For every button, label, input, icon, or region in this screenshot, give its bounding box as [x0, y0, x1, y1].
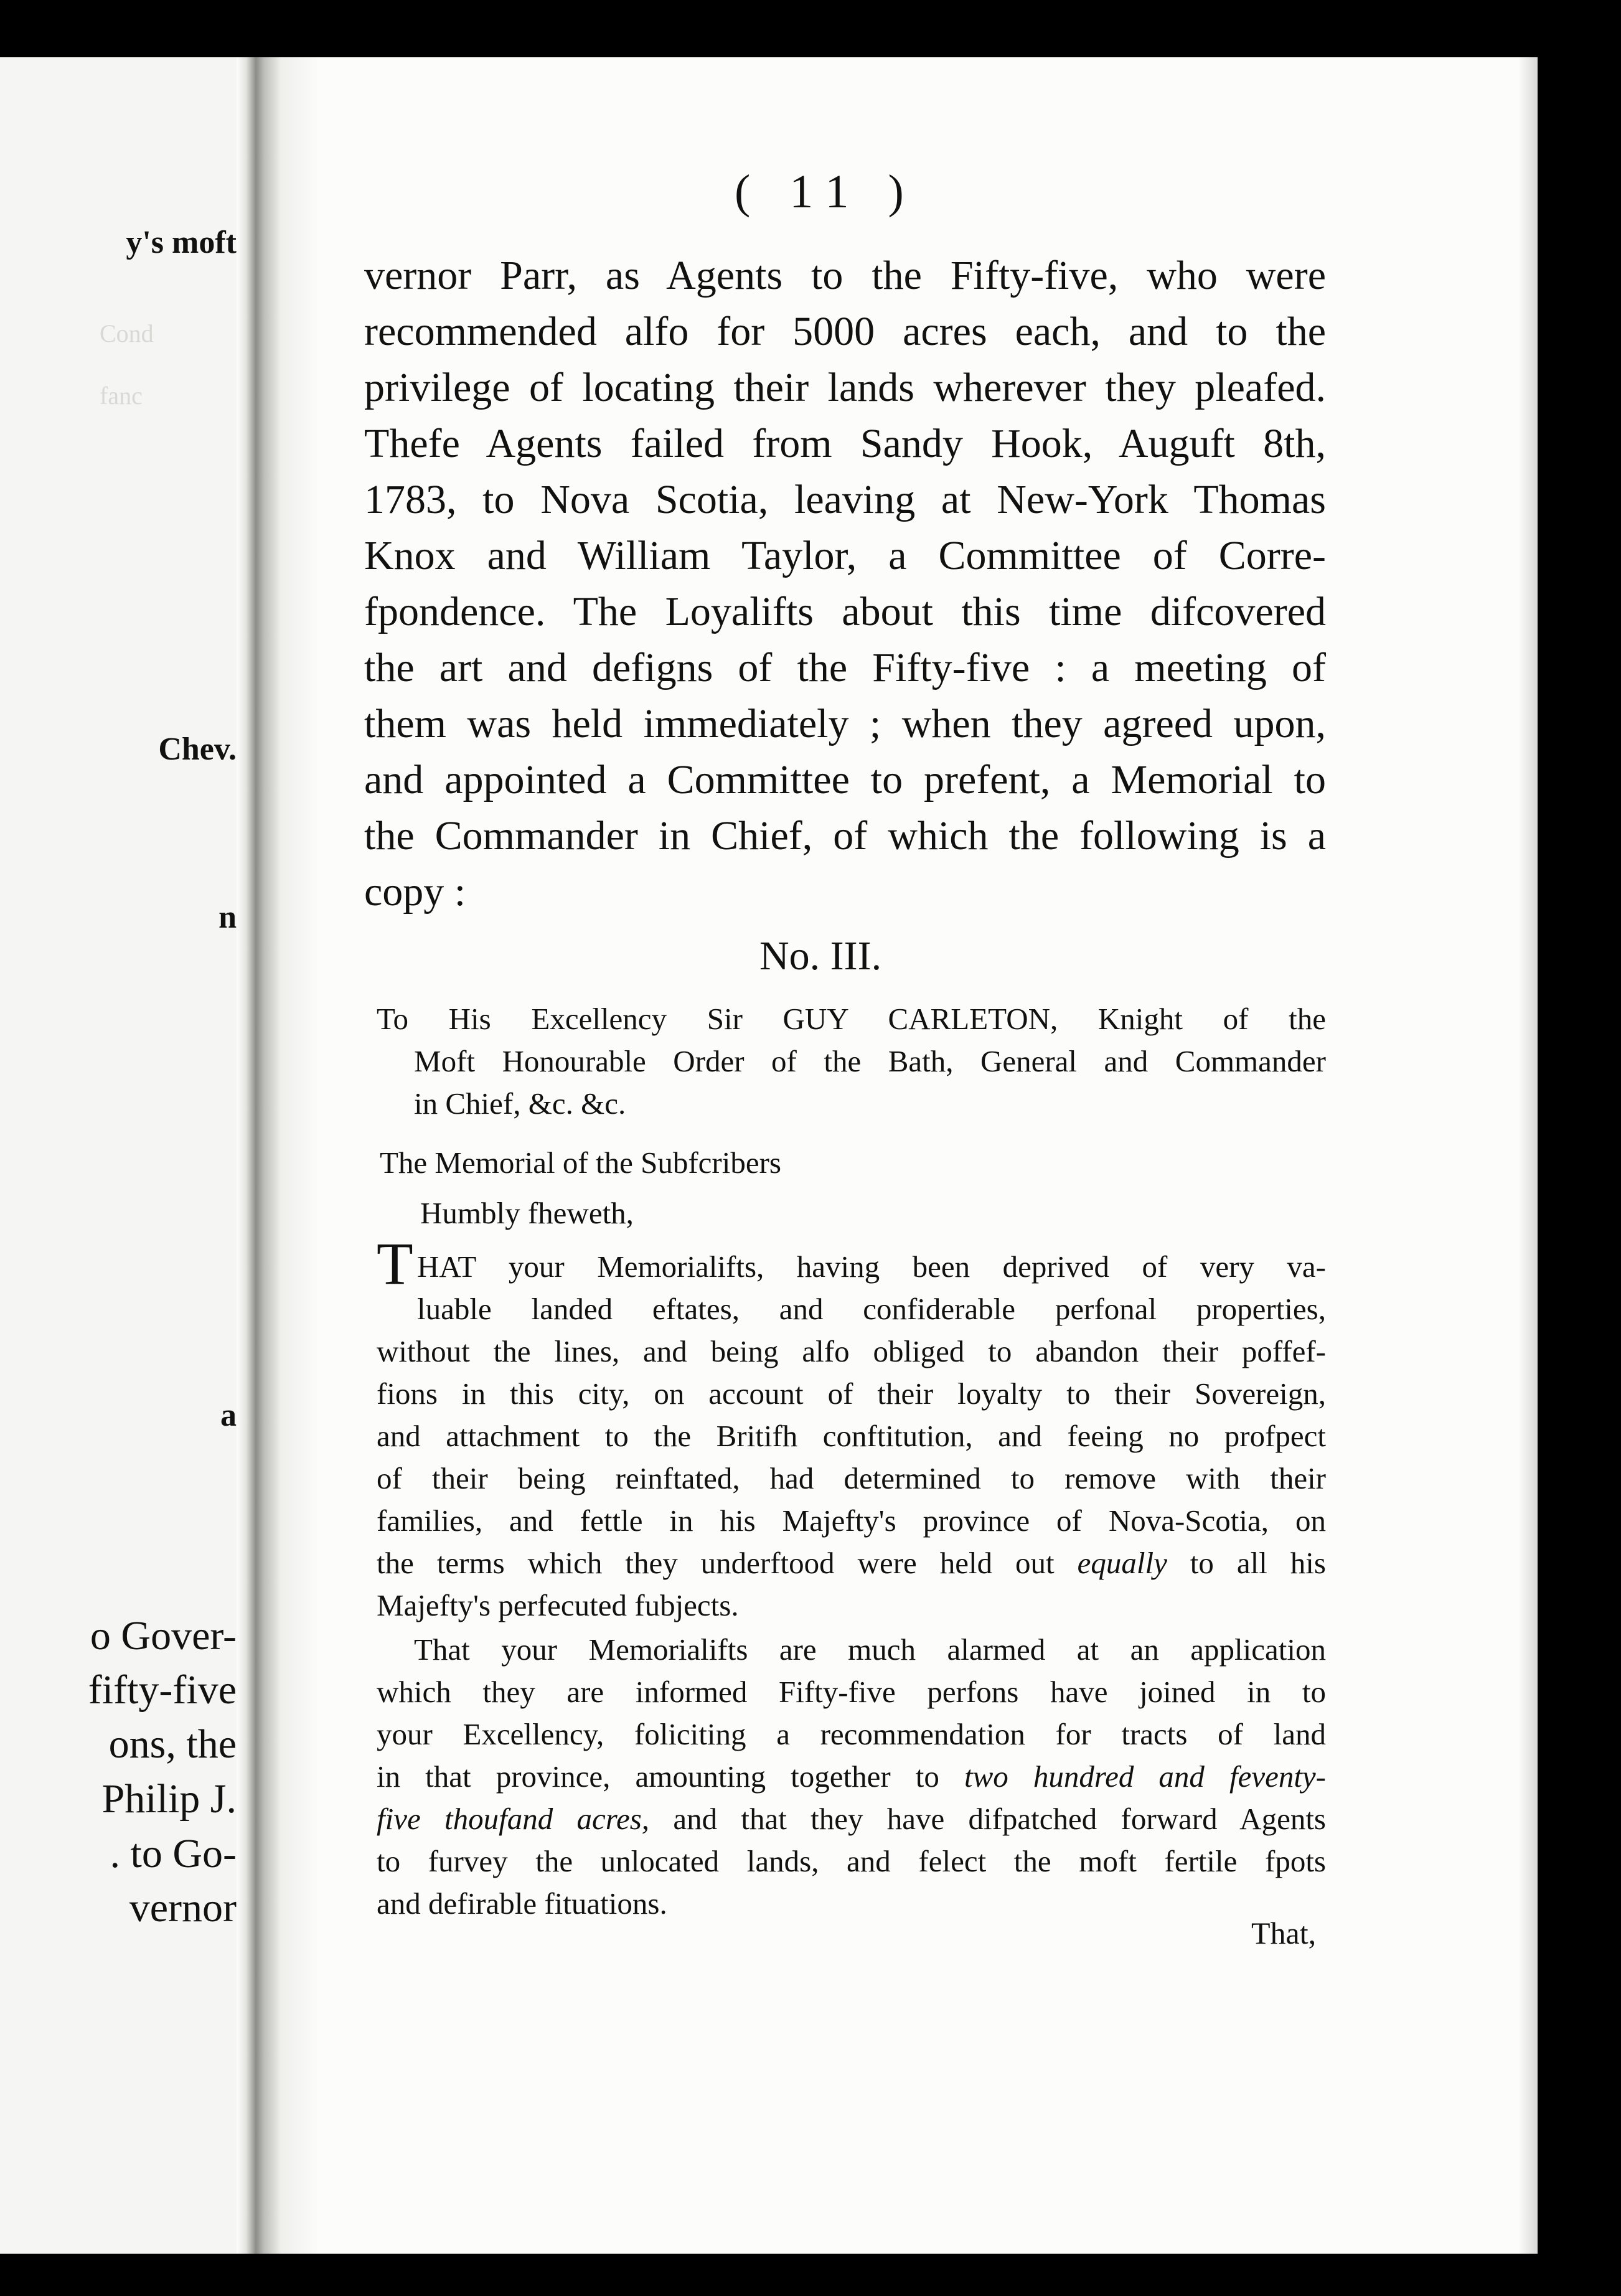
- facing-page: [0, 57, 237, 2254]
- facing-page-fragment: fifty-five: [88, 1667, 237, 1713]
- italic-text: five thoufand acres,: [377, 1802, 650, 1836]
- text-line: copy :: [364, 869, 466, 915]
- facing-page-fragment: Chev.: [158, 732, 237, 767]
- memo-line: Majefty's perfecuted fubjects.: [377, 1588, 739, 1622]
- facing-page-fragment: ons, the: [108, 1721, 237, 1767]
- section-heading: No. III.: [759, 933, 882, 979]
- facing-page-fragment: vernor: [129, 1885, 237, 1931]
- facing-page-fragment: Philip J.: [101, 1776, 237, 1822]
- humbly-sheweth: Humbly fheweth,: [420, 1196, 634, 1230]
- facing-page-fragment: o Gover-: [90, 1613, 237, 1658]
- italic-text: two hundred and feventy-: [964, 1759, 1327, 1794]
- memo-line: which they are informed Fifty-five perfons have joined in to: [377, 1675, 1326, 1709]
- book-gutter: [237, 57, 317, 2254]
- memo-text: to all his: [1167, 1546, 1326, 1580]
- memo-line: of their being reinftated, had determined to remove with their: [377, 1461, 1326, 1495]
- facing-page-fragment: y's moft: [126, 225, 237, 260]
- drop-cap: T: [377, 1230, 413, 1297]
- text-line: fpondence. The Loyalifts about this time difcovered: [364, 589, 1326, 634]
- facing-page-fragment: . to Go-: [110, 1831, 237, 1876]
- text-line: them was held immediately ; when they agreed upon,: [364, 701, 1326, 746]
- text-line: Knox and William Taylor, a Committee of Corre-: [364, 533, 1326, 578]
- address-line: in Chief, &c. &c.: [414, 1086, 626, 1121]
- bleed-through-text: fanc: [100, 382, 143, 410]
- memo-text: and that they have difpatched forward Agents: [649, 1802, 1326, 1836]
- memo-text: the terms which they underftood were held out: [377, 1546, 1078, 1580]
- text-line: 1783, to Nova Scotia, leaving at New-York Thomas: [364, 477, 1326, 522]
- memo-line: your Excellency, foliciting a recommendation for tracts of land: [377, 1717, 1326, 1751]
- bleed-through-text: Cond: [100, 319, 154, 347]
- text-line: Thefe Agents failed from Sandy Hook, Auguft 8th,: [364, 421, 1326, 466]
- memo-line: and defirable fituations.: [377, 1886, 667, 1921]
- text-line: the art and defigns of the Fifty-five : a meeting of: [364, 645, 1326, 690]
- memo-line: without the lines, and being alfo obliged to abandon their poffef-: [377, 1334, 1326, 1368]
- facing-page-fragment: a: [220, 1398, 237, 1433]
- text-line: recommended alfo for 5000 acres each, and to the: [364, 309, 1326, 354]
- memo-text: in that province, amounting together to: [377, 1759, 964, 1794]
- memo-line: families, and fettle in his Majefty's province of Nova-Scotia, on: [377, 1503, 1326, 1538]
- memo-line: and attachment to the Britifh conftitution, and feeing no profpect: [377, 1419, 1326, 1453]
- italic-text: equally: [1077, 1546, 1167, 1580]
- text-line: privilege of locating their lands wherever they pleafed.: [364, 365, 1326, 410]
- address-line: To His Excellency Sir GUY CARLETON, Knight of the: [377, 1002, 1326, 1036]
- memo-line: to furvey the unlocated lands, and felect the moft fertile fpots: [377, 1844, 1326, 1878]
- memo-line-emphasis: [377, 1804, 1326, 1834]
- memo-line: That your Memorialifts are much alarmed at an application: [414, 1632, 1326, 1667]
- memo-line-emphasis: [377, 1548, 1326, 1578]
- memo-line: luable landed eftates, and confiderable perfonal properties,: [417, 1292, 1326, 1326]
- page-edge: [1519, 57, 1538, 2254]
- text-line: the Commander in Chief, of which the following is a: [364, 813, 1326, 859]
- page-number: ( 11 ): [735, 166, 918, 218]
- text-line: vernor Parr, as Agents to the Fifty-five, who were: [364, 253, 1326, 298]
- catchword: That,: [1251, 1916, 1317, 1950]
- memo-line-emphasis: [377, 1761, 1326, 1792]
- memorial-title: The Memorial of the Subfcribers: [380, 1146, 781, 1180]
- address-line: Moft Honourable Order of the Bath, General and Commander: [414, 1044, 1326, 1078]
- text-line: and appointed a Committee to prefent, a Memorial to: [364, 757, 1326, 802]
- memo-line: HAT your Memorialifts, having been deprived of very va-: [417, 1249, 1326, 1284]
- memo-line: fions in this city, on account of their loyalty to their Sovereign,: [377, 1376, 1326, 1411]
- facing-page-fragment: n: [218, 900, 237, 935]
